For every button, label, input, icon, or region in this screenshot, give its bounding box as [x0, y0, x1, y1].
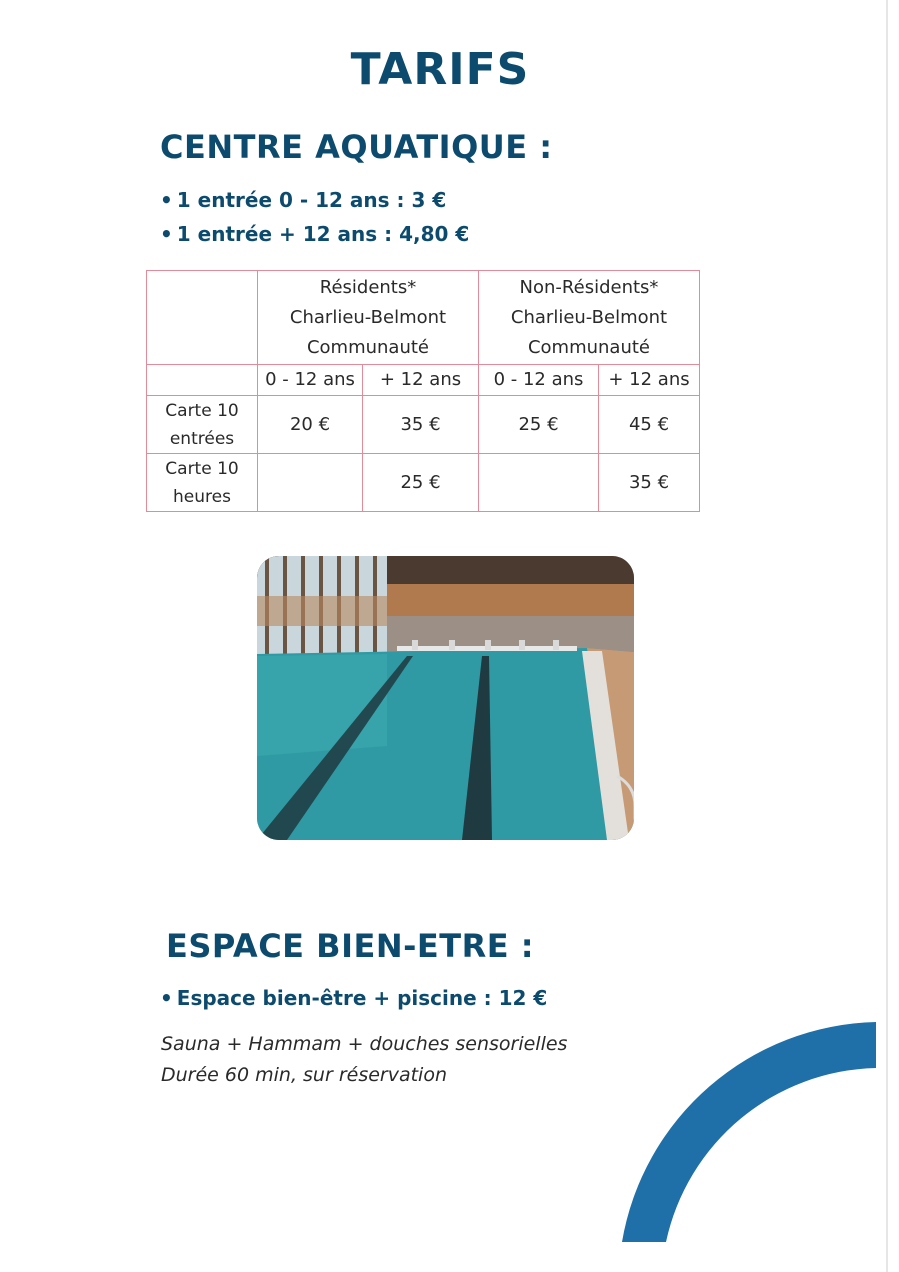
- price-cell: 45 €: [599, 396, 700, 454]
- table-row: [147, 396, 700, 454]
- non-residents-header: [479, 271, 700, 365]
- price-bullet-child: [160, 188, 446, 212]
- age-subheader: 0 - 12 ans: [258, 365, 363, 396]
- wellness-price-text: Espace bien-être + piscine : 12 €: [176, 986, 548, 1010]
- row-label-line: Carte 10: [165, 400, 239, 421]
- page-edge: [886, 0, 888, 1272]
- decorative-arc: [600, 1010, 880, 1250]
- price-cell: 25 €: [363, 454, 479, 512]
- row-label: [147, 396, 258, 454]
- aquatic-heading: CENTRE AQUATIQUE :: [160, 128, 553, 166]
- row-label-line: heures: [173, 486, 231, 507]
- table-header-row: [147, 271, 700, 365]
- pool-photo: [257, 556, 634, 840]
- price-cell: 25 €: [479, 396, 599, 454]
- age-subheader: + 12 ans: [363, 365, 479, 396]
- wellness-note: Durée 60 min, sur réservation: [161, 1064, 448, 1086]
- header-line: Charlieu-Belmont: [289, 306, 447, 328]
- price-cell: 20 €: [258, 396, 363, 454]
- bullet-dot: •: [160, 986, 173, 1010]
- price-table: [146, 270, 700, 512]
- price-cell: 35 €: [363, 396, 479, 454]
- header-line: Communauté: [527, 336, 651, 358]
- header-line: Communauté: [306, 336, 430, 358]
- table-empty-cell: [147, 365, 258, 396]
- price-cell: 35 €: [599, 454, 700, 512]
- page-title: TARIFS: [350, 44, 530, 95]
- residents-header: [258, 271, 479, 365]
- wellness-price-bullet: [160, 986, 547, 1010]
- price-cell: [258, 454, 363, 512]
- header-line: Non-Résidents*: [519, 276, 659, 298]
- row-label-line: Carte 10: [165, 458, 239, 479]
- table-corner-cell: [147, 271, 258, 365]
- price-child-text: 1 entrée 0 - 12 ans : 3 €: [176, 188, 447, 212]
- bullet-dot: •: [160, 188, 173, 212]
- header-line: Résidents*: [319, 276, 417, 298]
- table-subheader-row: [147, 365, 700, 396]
- row-label-line: entrées: [169, 428, 235, 449]
- row-label: [147, 454, 258, 512]
- price-cell: [479, 454, 599, 512]
- age-subheader: 0 - 12 ans: [479, 365, 599, 396]
- wellness-note: Sauna + Hammam + douches sensorielles: [161, 1033, 568, 1055]
- bullet-dot: •: [160, 222, 173, 246]
- price-adult-text: 1 entrée + 12 ans : 4,80 €: [176, 222, 470, 246]
- wellness-heading: ESPACE BIEN-ETRE :: [166, 927, 535, 965]
- table-row: [147, 454, 700, 512]
- price-bullet-adult: [160, 222, 469, 246]
- age-subheader: + 12 ans: [599, 365, 700, 396]
- header-line: Charlieu-Belmont: [510, 306, 668, 328]
